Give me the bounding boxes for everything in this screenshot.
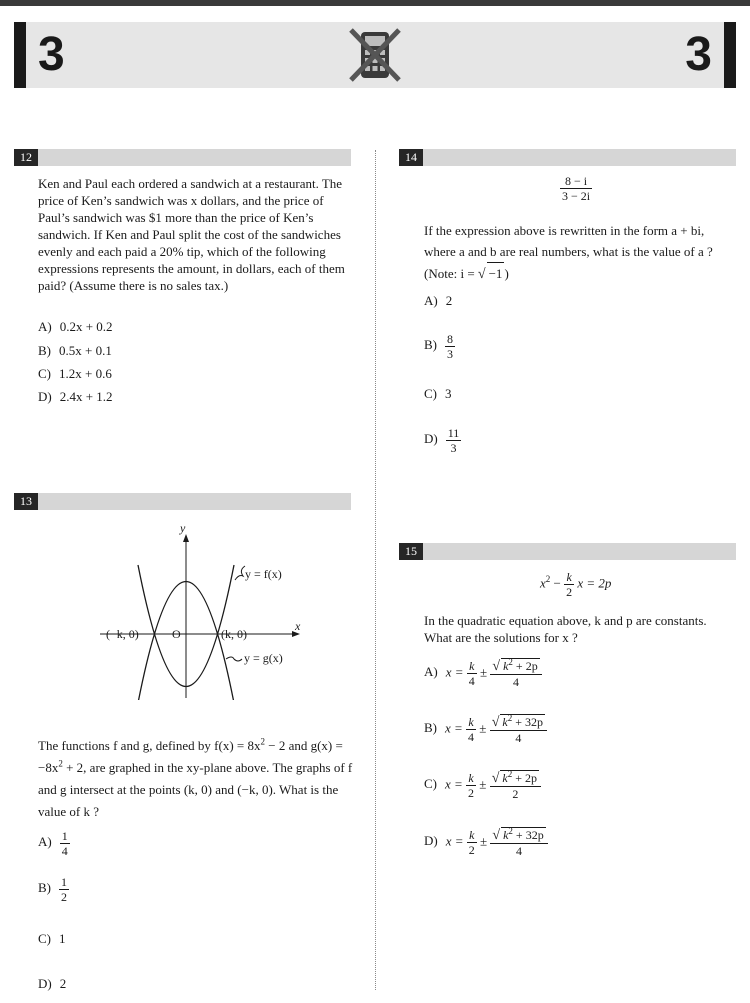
- choice-fraction: [445, 332, 455, 361]
- column-divider: [375, 150, 376, 990]
- radicand-exponent: 2: [507, 713, 513, 723]
- choice-label: C): [38, 366, 51, 381]
- q13-stem-part-2: − 2 and g(x) = −8x: [38, 738, 343, 775]
- choice-fraction: [59, 875, 69, 904]
- choice-fraction: [467, 828, 477, 857]
- sqrt-icon: √: [491, 771, 500, 786]
- question-14-number: 14: [399, 149, 423, 166]
- choice-label: A): [424, 664, 438, 680]
- q15-choice-a[interactable]: [424, 658, 542, 689]
- radicand-tail: + 32p: [512, 828, 544, 842]
- radicand-k: k: [503, 659, 509, 673]
- radicand-k: k: [502, 715, 508, 729]
- header-right-bar: [724, 22, 736, 88]
- sqrt-icon: √: [491, 715, 500, 730]
- choice-fraction: [60, 829, 70, 858]
- g-curve-label: y = g(x): [244, 651, 283, 665]
- choice-label: D): [38, 976, 52, 991]
- y-axis-label: y: [180, 521, 186, 535]
- choice-text: 1: [59, 931, 66, 946]
- question-14-bar: [399, 149, 736, 166]
- choice-label: B): [38, 880, 51, 896]
- choice-label: C): [424, 776, 437, 792]
- y-axis-arrow: [183, 534, 189, 542]
- origin-label: O: [172, 627, 181, 641]
- expression-denominator: 3 − 2i: [562, 189, 591, 203]
- choice-radical-fraction: [490, 827, 547, 858]
- question-12-bar: [14, 149, 351, 166]
- fraction-denominator: 4: [468, 730, 475, 744]
- sqrt-icon: √: [492, 659, 501, 674]
- fraction-denominator: 4: [61, 844, 68, 858]
- fraction-numerator: 11: [447, 426, 460, 440]
- plus-minus-sign: ±: [480, 833, 488, 849]
- q14-choice-c[interactable]: [424, 386, 452, 402]
- plus-minus-sign: ±: [480, 664, 488, 680]
- radicand: [501, 827, 546, 842]
- choice-x-equals: x =: [445, 833, 464, 849]
- choice-radical-fraction: [490, 714, 547, 745]
- radicand: [500, 770, 539, 785]
- fraction-numerator: 1: [61, 829, 68, 843]
- q13-choice-c[interactable]: [38, 931, 66, 947]
- q12-choice-d[interactable]: [38, 389, 113, 405]
- question-13-stem: [38, 735, 354, 823]
- plus-minus-sign: ±: [479, 720, 487, 736]
- fraction-denominator: 4: [515, 731, 522, 745]
- choice-text: 0.5x + 0.1: [59, 343, 112, 358]
- function-graph: [92, 520, 312, 700]
- q15-equation: [540, 570, 611, 599]
- fraction-denominator: 2: [468, 786, 475, 800]
- choice-text: 2.4x + 1.2: [59, 389, 113, 404]
- choice-label: C): [424, 386, 437, 401]
- q12-choice-b[interactable]: [38, 343, 112, 359]
- radical-numerator: [490, 714, 547, 731]
- fraction-denominator: 3: [447, 347, 453, 361]
- q14-stem-radicand: −1: [487, 262, 505, 284]
- choice-label: A): [38, 834, 52, 850]
- q15-choice-c[interactable]: [424, 770, 541, 801]
- radicand-tail: + 2p: [512, 659, 538, 673]
- section-header: [14, 22, 736, 88]
- choice-label: A): [38, 319, 52, 334]
- expression-fraction: [560, 174, 592, 203]
- eq-fraction: [564, 570, 574, 599]
- f-label-leader: [235, 566, 245, 580]
- q13-choice-a[interactable]: [38, 829, 70, 858]
- choice-label: B): [424, 720, 437, 736]
- radical-numerator: [490, 658, 541, 675]
- sqrt-icon: √: [477, 267, 486, 282]
- q12-choice-c[interactable]: [38, 366, 112, 382]
- radicand-k: k: [502, 771, 508, 785]
- fraction-denominator: 4: [513, 675, 520, 689]
- question-12-number: 12: [14, 149, 38, 166]
- plus-minus-sign: ±: [479, 776, 487, 792]
- choice-label: C): [38, 931, 51, 946]
- fraction-denominator: 4: [516, 844, 523, 858]
- fraction-numerator: k: [467, 828, 477, 843]
- choice-text: 2: [445, 293, 453, 308]
- q13-stem-part-3: + 2, are graphed in the xy-plane above. The graphs of f and g intersect at the points (k, 0) and (−k, 0). What is the value of k ?: [38, 760, 353, 819]
- q15-choice-b[interactable]: [424, 714, 547, 745]
- fraction-denominator: 2: [468, 843, 475, 857]
- question-15-stem: In the quadratic equation above, k and p are constants. What are the solutions for x ?: [424, 613, 707, 645]
- question-15-bar: [399, 543, 736, 560]
- choice-label: D): [424, 833, 438, 849]
- radicand-k: k: [503, 828, 509, 842]
- choice-x-equals: x =: [445, 664, 464, 680]
- radicand-exponent: 2: [508, 826, 513, 836]
- radicand: [500, 714, 545, 729]
- choice-fraction: [466, 715, 476, 744]
- right-intercept-label: (k, 0): [221, 627, 247, 641]
- choice-label: B): [424, 337, 437, 353]
- eq-exponent: 2: [545, 574, 551, 585]
- fraction-numerator: 8: [447, 332, 453, 346]
- question-13-bar: [14, 493, 351, 510]
- radicand: [501, 658, 540, 673]
- choice-label: D): [38, 389, 52, 404]
- f-curve-label: y = f(x): [245, 567, 282, 581]
- radical-numerator: [490, 827, 547, 844]
- fraction-denominator: 2: [61, 890, 67, 904]
- choice-label: A): [424, 293, 438, 308]
- choice-label: B): [38, 343, 51, 358]
- q15-choice-d[interactable]: [424, 827, 548, 858]
- fraction-denominator: 3: [450, 441, 457, 455]
- choice-x-equals: x =: [445, 776, 463, 792]
- expression-numerator: 8 − i: [560, 174, 592, 189]
- fraction-numerator: 1: [61, 875, 67, 889]
- fraction-denominator: 2: [512, 787, 519, 801]
- q14-expression: [560, 174, 592, 203]
- q12-choice-a[interactable]: [38, 319, 113, 335]
- no-calculator-icon: [345, 26, 405, 84]
- choice-radical-fraction: [490, 770, 541, 801]
- q14-stem-part-1: If the expression above is rewritten in the form a + bi, where a and b are real numbers, what is the value of a ? (Note: i =: [424, 223, 713, 281]
- q13-stem-exponent-1: 2: [260, 736, 265, 747]
- eq-fraction-numerator: k: [564, 570, 574, 585]
- fraction-numerator: k: [466, 771, 476, 786]
- choice-x-equals: x =: [445, 720, 463, 736]
- choice-label: D): [424, 431, 438, 447]
- fraction-numerator: k: [466, 715, 476, 730]
- choice-fraction: [467, 659, 477, 688]
- top-border: [0, 0, 750, 6]
- choice-radical-fraction: [490, 658, 541, 689]
- radicand-exponent: 2: [507, 769, 513, 779]
- choice-fraction: [446, 426, 462, 455]
- choice-text: 3: [445, 386, 452, 401]
- q14-choice-b[interactable]: [424, 332, 455, 361]
- radical-numerator: [490, 770, 541, 787]
- g-label-leader: [226, 657, 242, 661]
- q13-stem-exponent-2: 2: [58, 758, 63, 769]
- fraction-numerator: k: [467, 659, 477, 674]
- fraction-denominator: 4: [468, 674, 475, 688]
- eq-minus: −: [550, 575, 565, 591]
- section-number-right: 3: [685, 28, 712, 81]
- q14-stem-part-2: ): [504, 266, 509, 281]
- choice-text: 0.2x + 0.2: [59, 319, 113, 334]
- radicand-exponent: 2: [508, 657, 513, 667]
- eq-x: x: [540, 575, 546, 591]
- x-axis-label: x: [295, 619, 301, 633]
- section-number-left: 3: [38, 28, 65, 81]
- question-13-number: 13: [14, 493, 38, 510]
- sqrt-icon: √: [492, 828, 501, 843]
- radicand-tail: + 32p: [512, 715, 543, 729]
- choice-fraction: [466, 771, 476, 800]
- q14-choice-a[interactable]: [424, 293, 452, 309]
- choice-text: 1.2x + 0.6: [59, 366, 112, 381]
- eq-fraction-denominator: 2: [566, 585, 573, 599]
- q13-choice-b[interactable]: [38, 875, 69, 904]
- choice-text: 2: [59, 976, 67, 991]
- question-15-number: 15: [399, 543, 423, 560]
- q14-choice-d[interactable]: [424, 426, 461, 455]
- question-12-stem: Ken and Paul each ordered a sandwich at a restaurant. The price of Ken’s sandwich was x dollars, and the price of Paul’s sandwich was $1 more than the price of Ken’s sandwich. If Ken and Paul split the cost of the sandwiches evenly and each paid a 20% tip, which of the following expressions represents the amount, in dollars, each of them paid? (Assume there is no sales tax.): [38, 176, 345, 293]
- q13-choice-d[interactable]: [38, 976, 66, 992]
- question-14-stem: [424, 220, 736, 285]
- header-left-bar: [14, 22, 26, 88]
- q13-stem-part-1: The functions f and g, defined by f(x) = 8x: [38, 738, 261, 753]
- eq-right-side: x = 2p: [577, 575, 612, 591]
- left-intercept-label: (−k, 0): [106, 627, 139, 641]
- radicand-tail: + 2p: [512, 771, 537, 785]
